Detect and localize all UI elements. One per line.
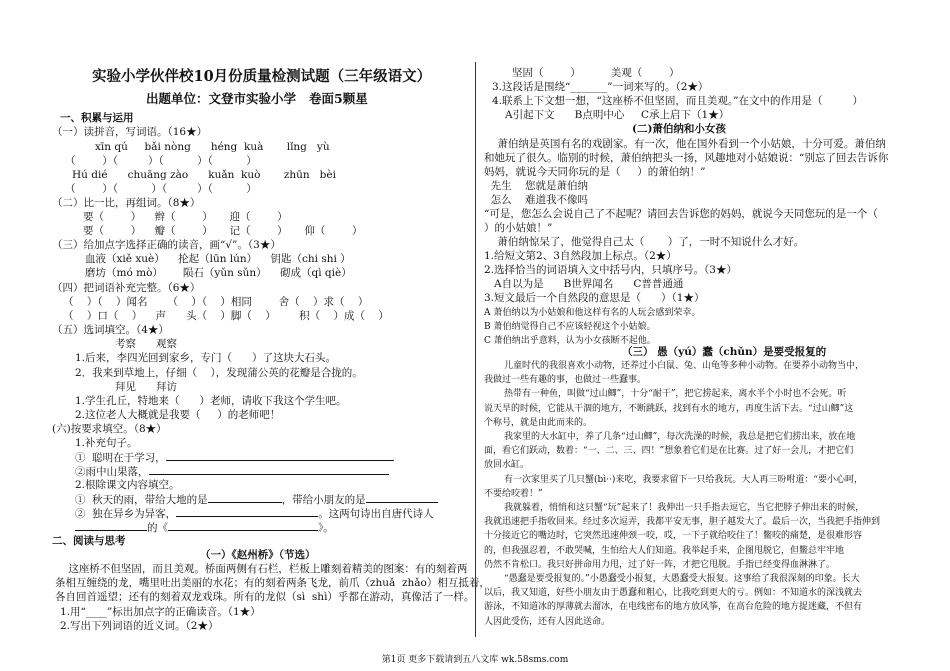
passage-3-line: 热带有一种鱼，叫做“过山鲫”，十分“耐干”，把它捞起来，离水半个小时也不会死。听 [484, 389, 847, 400]
passage-1-line-2: 条相互缠绕的龙，嘴里吐出美丽的水花；有的刻着两条飞龙，前爪（zhuǎ zhǎo）相互抵着， [55, 577, 490, 589]
passage-3-line: 放回水缸。 [484, 460, 530, 471]
exam-title: 实验小学伙伴校10月份质量检测试题（三年级语文） [92, 68, 432, 85]
q6-line-3-text-b: ，带给小朋友的是 [281, 494, 366, 506]
q6-line-5-text: 的《 [147, 522, 168, 534]
passage-2-line-4: 先生 您就是萧伯纳 [484, 180, 589, 192]
passage-3-title: （三） 愚（yú）蠢（chǔn）是要受报复的 [622, 346, 827, 358]
passage-2-line-8: 萧伯纳惊呆了，他觉得自己太（ ）了，一时不知说什么才好。 [484, 236, 805, 248]
passage-3-line: 有一次家里买了几只蟹(bì··)来吃，我要求留下一只给我玩。大人再三吩咐道：“要小心呵， [484, 474, 864, 485]
q6-line-3-text: ① 秋天的雨，带给大地的是 [75, 494, 208, 506]
word-choice-2: 拜见 拜访 [115, 381, 178, 393]
passage-3-line: 我就迅速把手指收回来。经过多次逗弄，我都平安无事，胆子越发大了。最后一次，当我把手指伸到 [484, 517, 881, 528]
passage-2-title: (二)萧伯纳和小女孩 [632, 123, 726, 135]
passage-3-line: 儿童时代的我很喜欢小动物，还养过小白鼠、兔、山龟等多种小动物。在要养小动物当中， [484, 361, 865, 371]
q6-line-1 [75, 450, 394, 465]
idiom-row-2: （ ）口（ ） 声 头（ ）脚（ ） 积（ ）成（ ） [63, 310, 389, 322]
passage-3-line: 仍然不肯松口。我只好拼命用力甩，过了好一阵，才把它甩脱。手指已经变得血淋淋了。 [484, 559, 836, 570]
passage-1-question-2: 2.写出下列词语的近义词。（2★） [60, 620, 219, 632]
fill-sentence-2: 2．我来到草地上，仔细（ ），发现蒲公英的花瓣是合拢的。 [75, 367, 363, 379]
q6-line-1-text: ① 聪明在于学习， [75, 452, 166, 464]
pronunciation-row-2: 磨坊（mó mò） 陨石（yǔn sǔn） 砌成（qì qiè） [85, 267, 352, 279]
passage-3-line: 人因此受伤，还有人因此送命。 [484, 616, 611, 627]
question-2: （二）比一比，再组词。（8★） [52, 197, 201, 209]
passage-3-line: 面，看它们跃动，数着：“一、二、三、四！”想象着它们是在比赛。过了好一会儿，才把它们 [484, 446, 854, 457]
passage-1-options: A引起下文 B点明中心 C承上启下（1★） [505, 109, 730, 121]
q6-line-2-text: ②雨中山果落， [75, 466, 149, 478]
passage-3-line: 我做过一些有趣的事，也做过一些蠢事。 [484, 375, 647, 386]
passage-2-line-5: 怎么 难道我不像吗 [484, 194, 589, 206]
question-3: （三）给加点字选择正确的读音，画“√”。（3★） [52, 239, 281, 251]
q6-line-2 [75, 464, 389, 479]
passage-3-line: 以后，我又知道，好些小朋友由于愚蠢和粗心，比我吃到更大的亏。例如：不知道水的深浅就去 [484, 588, 863, 599]
q6-line-4-text: ② 独在异乡为异客， [75, 508, 177, 520]
passage-2-question-3: 3.短文最后一个自然段的意思是（ ）（1★） [484, 292, 705, 304]
answer-brackets-2: （ ）（ ）（ ）（ ） [65, 183, 257, 195]
passage-1-question-4: 4.联系上下文想一想，“这座桥不但坚固，而且美观。”在文中的作用是（ ） [492, 95, 864, 107]
passage-3-line: 游泳，不知道冰的厚薄就去溜冰，在电线密布的地方放风筝，在高台危险的地方捉迷藏，不但有 [484, 602, 863, 613]
passage-2-option-b: B 萧伯纳觉得自己不应该轻视这个小姑娘。 [484, 322, 656, 332]
passage-2-line-3: 妈妈，就说今天同你玩的是（ ）的萧伯纳！” [484, 166, 706, 178]
idiom-row-1: （ ）（ ）闻名 （ ）（ ）相同 舍（ ）求（ ） [63, 296, 369, 308]
passage-3-line: 说天旱的时候，它能从干涸的地方，不断跳跃，找到有水的地方，再度生活下去。“过山鲫”这 [484, 403, 854, 414]
passage-2-option-a: A 萧伯纳以为小姑娘和他这样有名的人玩会感到荣幸。 [484, 308, 701, 318]
q6-part-1: 1.补充句子。 [75, 437, 138, 449]
passage-3-line: 不要给咬着！” [484, 488, 543, 499]
fill-sentence-1: 1.后来，李四光回到家乡，专门（ ）了这块大石头。 [75, 352, 337, 364]
passage-1-line-1: 这座桥不但坚固，而且美观。桥面两侧有石栏，栏板上雕刻着精美的图案：有的刻着两 [55, 563, 468, 575]
passage-2-option-c: C 萧伯纳出乎意料，认为小女孩断不起他。 [484, 336, 656, 346]
exam-subtitle: 出题单位：文登市实验小学 卷面5颗星 [146, 91, 368, 106]
passage-2-line-7: ）的小姑娘！” [484, 222, 553, 234]
column-divider [475, 62, 476, 637]
passage-2-line-2: 和她玩了很久。临别的时候，萧伯纳把头一扬，风趣地对小姑娘说：“别忘了回去告诉你 [484, 152, 889, 164]
passage-1-line-3: 各自回首遥望；还有的刻着双龙戏珠。所有的龙似（sì shì）乎都在游动，真像活了一样。 [55, 591, 475, 603]
q6-part-2: 2.根除课文内容填空。 [75, 479, 180, 491]
pronunciation-row-1: 血液（xiě xuè） 抡起（lūn lún） 钥匙（chi shi ） [85, 253, 351, 265]
question-4: （四）把词语补充完整。（6★） [52, 282, 201, 294]
passage-1-question-3: 3.这段话是围绕“_______”一词来写的。（2★） [492, 81, 709, 93]
q6-line-3 [75, 492, 438, 507]
pinyin-row-1: xīn qú bǎi nòng héng kuà lǐng yù [95, 141, 330, 153]
compare-row-2: 要（ ） 瓣（ ） 记（ ） 仰（ ） [83, 225, 363, 237]
passage-2-question-2: 2.选择恰当的词语填入文中括号内，只填序号。（3★） [484, 264, 737, 276]
passage-1-question-1: 1.用“____”标出加点字的正确读音。（1★） [60, 606, 261, 618]
synonym-brackets: 坚固（ ） 美观（ ） [512, 67, 680, 79]
answer-brackets-1: （ ）（ ）（ ）（ ） [65, 155, 257, 167]
compare-row-1: 要（ ） 辫（ ） 迎（ ） [83, 211, 288, 223]
fill-sentence-4: 2.这位老人大概就是我要（ ）的老师吧！ [75, 409, 281, 421]
question-1: （一）读拼音，写词语。（16★） [52, 126, 208, 138]
fill-sentence-3: 1.学生孔丘，特地来（ ）老师，请收下我这个学生吧。 [75, 395, 347, 407]
passage-3-line: 我就躲着，悄悄和这只蟹“玩”起来了！我伸出一只手指去逗它，当它把脖子伸出来的时候， [484, 503, 865, 513]
passage-3-line: 个称号，就是由此而来的。 [484, 417, 593, 428]
passage-1-title: （一）《赵州桥》（节选） [200, 549, 316, 561]
pinyin-row-2: Hú dié chuāng zào kuǎn kuò zhūn bèi [72, 169, 336, 181]
section-2-heading: 二、阅读与思考 [52, 535, 126, 547]
page-footer: 第1页 更多下载请到五八文库 wk.58sms.com [381, 655, 569, 665]
passage-3-line: “愚蠢是要受报复的。”小愚蠢受小报复，大愚蠢受大报复。这事给了我很深刻的印象。长大 [484, 574, 860, 584]
passage-3-line: 我家里的大水缸中，养了几条“过山鲫”，每次洗澡的时候，我总是把它们捞出来，放在地 [484, 432, 856, 442]
q6-line-4-text-b: 。这两句诗出自唐代诗人 [318, 508, 434, 520]
passage-2-line-1: 萧伯纳是英国有名的戏剧家。有一次，他在国外看到一个小姑娘，十分可爱。萧伯纳 [484, 138, 886, 150]
q6-line-5 [75, 520, 334, 535]
q6-line-4 [75, 506, 434, 521]
passage-3-line: 的，但我强忍着，不敢哭喊，生怕给大人们知道。我举起手来，企图甩脱它，但鳖总牢牢地 [484, 545, 845, 556]
passage-2-line-6: “可是，您怎么会说自己了不起呢？请回去告诉您的妈妈，就说今天同您玩的是一个（ [484, 208, 878, 220]
passage-2-question-1: 1.给短文第2、3自然段加上标点。（2★） [484, 250, 677, 262]
question-6: (六)按要求填空。（8★） [52, 423, 167, 435]
word-choice-1: 考察 观察 [115, 338, 178, 350]
question-5: （五）选词填空。（4★） [52, 324, 169, 336]
section-1-heading: 一、积累与运用 [60, 112, 134, 124]
passage-3-line: 十分接近它的嘴边时，它突然迅速伸颈一咬，哎，一下子就给咬住了！鳖咬的痛楚，是很难形容 [484, 531, 863, 542]
passage-2-q2-options: A自以为是 B世界闻名 C普普通通 [484, 278, 684, 290]
q6-line-5-text-b: 》。 [318, 522, 334, 534]
